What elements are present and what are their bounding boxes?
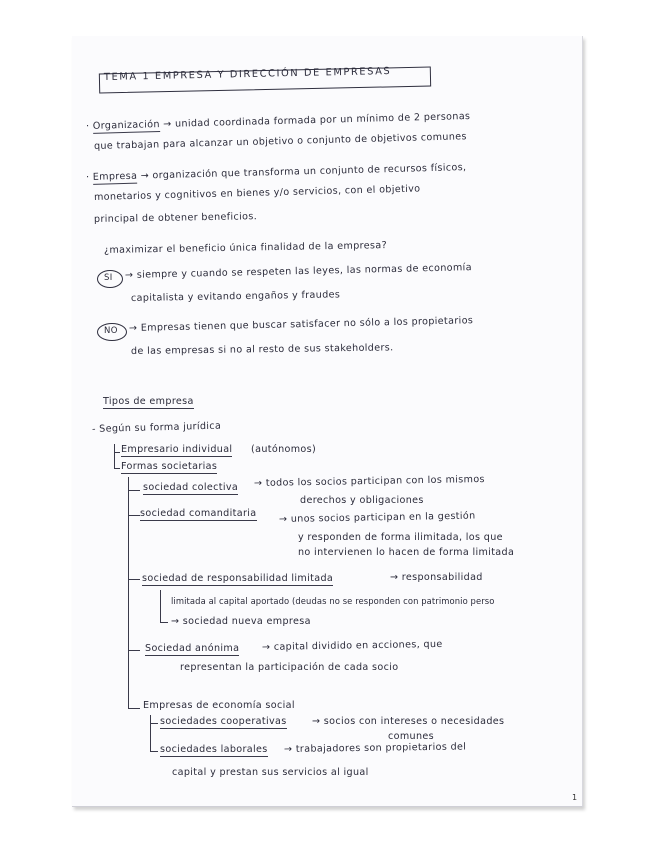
srl-label: sociedad de responsabilidad limitada bbox=[142, 573, 334, 584]
tree-branch-srl bbox=[160, 590, 161, 622]
emp-line-1: → organización que transforma un conjunto de recursos físicos, bbox=[140, 162, 467, 182]
anonima-label: Sociedad anónima bbox=[145, 643, 240, 654]
legal-form-heading: - Según su forma jurídica bbox=[91, 420, 222, 435]
comanditaria-label: sociedad comanditaria bbox=[140, 508, 257, 519]
comanditaria-desc-3: no intervienen lo hacen de forma limitada bbox=[298, 547, 515, 558]
laborales-desc-1: → trabajadores son propietarios del bbox=[283, 741, 467, 755]
types-heading: Tipos de empresa bbox=[103, 396, 194, 407]
colectiva-desc-1: → todos los socios participan con los mismos bbox=[253, 473, 485, 489]
org-line-1: → unidad coordinada formada por un mínimo de 2 personas bbox=[163, 110, 471, 130]
org-definition: · Organización → unidad coordinada formada por un mínimo de 2 personas bbox=[85, 110, 471, 132]
no-line-2: de las empresas si no al resto de sus stakeholders. bbox=[130, 342, 394, 357]
emp-term: Empresa bbox=[92, 170, 138, 183]
tree-tick bbox=[128, 579, 140, 580]
srl-desc: → responsabilidad bbox=[390, 572, 483, 583]
emp-definition: · Empresa → organización que transforma un conjunto de recursos físicos, bbox=[85, 162, 467, 183]
question-text: ¿maximizar el beneficio única finalidad de la empresa? bbox=[103, 240, 388, 256]
comanditaria-desc-1: → unos socios participan en la gestión bbox=[278, 510, 476, 525]
emp-line-2: monetarios y cognitivos en bienes y/o servicios, con el objetivo bbox=[93, 183, 421, 203]
anonima-desc-2: representan la participación de cada socio bbox=[180, 662, 399, 673]
tree-branch-societarias bbox=[128, 477, 129, 709]
cooperativas-label: sociedades cooperativas bbox=[160, 716, 287, 727]
tree-tick bbox=[128, 490, 140, 491]
no-line-1: → Empresas tienen que buscar satisfacer no sólo a los propietarios bbox=[128, 315, 474, 334]
org-term: Organización bbox=[92, 119, 160, 132]
tree-tick bbox=[150, 723, 158, 724]
emp-line-3: principal de obtener beneficios. bbox=[93, 211, 258, 225]
colectiva-desc-2: derechos y obligaciones bbox=[300, 495, 424, 506]
cooperativas-desc-1: → socios con intereses o necesidades bbox=[312, 716, 505, 727]
laborales-label: sociedades laborales bbox=[160, 744, 268, 755]
social-label: Empresas de economía social bbox=[143, 700, 295, 711]
si-line-1: → siempre y cuando se respeten las leyes, las normas de economía bbox=[124, 262, 472, 281]
colectiva-label: sociedad colectiva bbox=[143, 482, 239, 493]
societarias-label: Formas societarias bbox=[121, 461, 218, 472]
autonomos-label: (autónomos) bbox=[251, 444, 317, 455]
tree-tick bbox=[114, 468, 120, 469]
srl-sub-2: → sociedad nueva empresa bbox=[171, 616, 311, 627]
tree-branch-main bbox=[114, 444, 115, 469]
tree-tick bbox=[160, 622, 168, 623]
org-line-2: que trabajan para alcanzar un objetivo o conjunto de objetivos comunes bbox=[93, 131, 467, 152]
si-line-2: capitalista y evitando engaños y fraudes bbox=[130, 289, 341, 304]
srl-sub-1: limitada al capital aportado (deudas no se responden con patrimonio perso bbox=[171, 596, 495, 606]
tree-tick bbox=[128, 515, 140, 516]
individual-label: Empresario individual bbox=[121, 444, 233, 455]
tree-branch-social bbox=[150, 715, 151, 752]
tree-tick bbox=[128, 650, 140, 651]
no-label: NO bbox=[104, 326, 118, 336]
laborales-desc-2: capital y prestan sus servicios al igual bbox=[172, 767, 369, 778]
page-number: 1 bbox=[572, 793, 578, 802]
page-title: TEMA 1 EMPRESA Y DIRECCIÓN DE EMPRESAS bbox=[103, 65, 392, 83]
si-label: SI bbox=[104, 273, 113, 283]
comanditaria-desc-2: y responden de forma ilimitada, los que bbox=[298, 532, 503, 543]
tree-tick bbox=[150, 751, 158, 752]
tree-tick bbox=[114, 452, 120, 453]
tree-tick bbox=[128, 708, 140, 709]
cooperativas-desc-2: comunes bbox=[388, 731, 435, 742]
anonima-desc-1: → capital dividido en acciones, que bbox=[261, 638, 443, 653]
